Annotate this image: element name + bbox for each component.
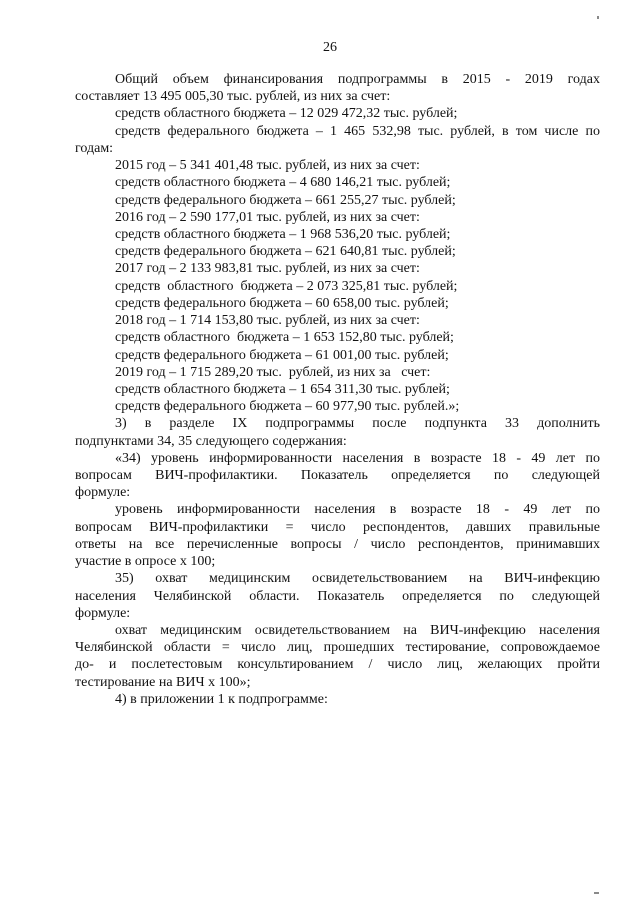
text-line: средств областного бюджета – 4 680 146,21 тыс. рублей; bbox=[115, 175, 451, 191]
text-line: Челябинской области = число лиц, прошедших тестирование, сопровождаемое bbox=[75, 640, 600, 656]
year-2018-total bbox=[75, 312, 600, 329]
text-line: формуле: bbox=[75, 485, 131, 501]
year-2019-total bbox=[75, 364, 600, 381]
text-line: средств областного бюджета – 2 073 325,81 тыс. рублей; bbox=[115, 278, 458, 294]
text-line: средств областного бюджета – 1 653 152,80 тыс. рублей; bbox=[115, 330, 454, 346]
text-line: годам: bbox=[75, 140, 114, 156]
text-line: средств областного бюджета – 1 968 536,20 тыс. рублей; bbox=[115, 226, 451, 242]
text-line: участие в опросе х 100; bbox=[75, 554, 216, 570]
text-line: средств федерального бюджета – 60 658,00 тыс. рублей; bbox=[115, 295, 449, 311]
text-line: составляет 13 495 005,30 тыс. рублей, из них за счет: bbox=[75, 89, 391, 105]
text-line: вопросам ВИЧ-профилактики = число респондентов, давших правильные bbox=[75, 519, 600, 535]
text-line: ответы на все перечисленные вопросы / число респондентов, принимавших bbox=[75, 536, 600, 552]
federal-budget-total bbox=[75, 123, 600, 157]
text-line: средств федерального бюджета – 61 001,00 тыс. рублей; bbox=[115, 347, 449, 363]
year-2019-federal-budget bbox=[75, 398, 600, 415]
text-line: тестирование на ВИЧ х 100»; bbox=[75, 674, 251, 690]
subitem-35-definition bbox=[75, 570, 600, 622]
text-line: «34) уровень информированности населения в возрасте 18 - 49 лет по bbox=[115, 450, 600, 466]
text-line: средств федерального бюджета – 661 255,27 тыс. рублей; bbox=[115, 192, 456, 208]
text-line: 2018 год – 1 714 153,80 тыс. рублей, из них за счет: bbox=[115, 313, 420, 329]
regional-budget-total bbox=[75, 105, 600, 122]
text-line: 3) в разделе IX подпрограммы после подпункта 33 дополнить bbox=[115, 416, 600, 432]
text-line: подпунктами 34, 35 следующего содержания: bbox=[75, 433, 347, 449]
text-line: 2019 год – 1 715 289,20 тыс. рублей, из них за счет: bbox=[115, 364, 431, 380]
text-line: формуле: bbox=[75, 605, 131, 621]
year-2018-federal-budget bbox=[75, 347, 600, 364]
text-line: вопросам ВИЧ-профилактики. Показатель определяется по следующей bbox=[75, 468, 600, 484]
text-line: средств федерального бюджета – 60 977,90 тыс. рублей.»; bbox=[115, 399, 460, 415]
year-2018-regional-budget bbox=[75, 329, 600, 346]
item-4-heading bbox=[75, 691, 600, 708]
text-line: 35) охват медицинским освидетельствованием на ВИЧ-инфекцию bbox=[115, 571, 600, 587]
page-number: 26 bbox=[323, 40, 337, 55]
year-2016-total bbox=[75, 209, 600, 226]
text-line: 2017 год – 2 133 983,81 тыс. рублей, из них за счет: bbox=[115, 261, 420, 277]
text-line: до- и послетестовым консультированием / число лиц, желающих пройти bbox=[75, 657, 600, 673]
item-3-amendment bbox=[75, 415, 600, 449]
scan-artifact bbox=[597, 16, 599, 19]
scan-artifact bbox=[594, 892, 599, 894]
text-line: средств федерального бюджета – 1 465 532,98 тыс. рублей, в том числе по bbox=[115, 123, 600, 139]
text-line: уровень информированности населения в возрасте 18 - 49 лет по bbox=[115, 502, 600, 518]
text-line: 4) в приложении 1 к подпрограмме: bbox=[115, 691, 328, 707]
text-line: средств федерального бюджета – 621 640,81 тыс. рублей; bbox=[115, 244, 456, 260]
text-line: Общий объем финансирования подпрограммы в 2015 - 2019 годах bbox=[115, 72, 600, 87]
text-line: 2015 год – 5 341 401,48 тыс. рублей, из них за счет: bbox=[115, 158, 420, 174]
year-2019-regional-budget bbox=[75, 381, 600, 398]
year-2015-regional-budget bbox=[75, 174, 600, 191]
text-line: средств областного бюджета – 12 029 472,32 тыс. рублей; bbox=[115, 106, 458, 122]
year-2016-regional-budget bbox=[75, 226, 600, 243]
subitem-35-formula bbox=[75, 622, 600, 691]
year-2017-federal-budget bbox=[75, 295, 600, 312]
total-financing-paragraph bbox=[75, 71, 600, 105]
year-2015-federal-budget bbox=[75, 192, 600, 209]
subitem-34-formula bbox=[75, 501, 600, 570]
text-line: населения Челябинской области. Показатель определяется по следующей bbox=[75, 588, 600, 604]
year-2017-total bbox=[75, 260, 600, 277]
document-body bbox=[75, 71, 600, 708]
year-2016-federal-budget bbox=[75, 243, 600, 260]
text-line: средств областного бюджета – 1 654 311,30 тыс. рублей; bbox=[115, 381, 450, 397]
year-2017-regional-budget bbox=[75, 278, 600, 295]
text-line: 2016 год – 2 590 177,01 тыс. рублей, из них за счет: bbox=[115, 209, 420, 225]
year-2015-total bbox=[75, 157, 600, 174]
subitem-34-definition bbox=[75, 450, 600, 502]
text-line: охват медицинским освидетельствованием на ВИЧ-инфекцию населения bbox=[115, 623, 600, 638]
